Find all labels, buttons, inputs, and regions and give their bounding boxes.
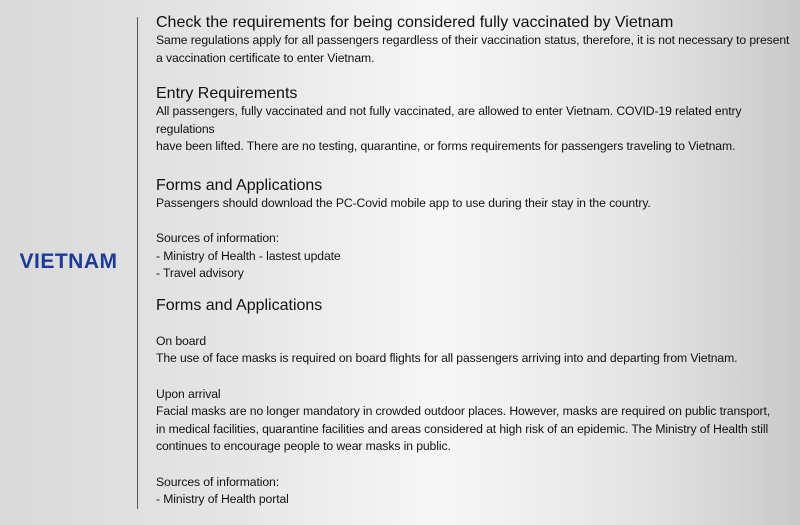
forms-heading-2: Forms and Applications xyxy=(156,296,323,314)
source-link-ministry-update[interactable]: - Ministry of Health - lastest update xyxy=(156,248,341,263)
source-link-ministry-portal[interactable]: - Ministry of Health portal xyxy=(156,492,289,506)
entry-text-line-2: have been lifted. There are no testing, quarantine, or forms requirements for passengers traveling to Vietnam. xyxy=(156,139,736,153)
entry-text-line-1: All passengers, fully vaccinated and not fully vaccinated, are allowed to enter Vietnam. COVID-19 related entry regulations xyxy=(156,104,742,136)
vertical-divider xyxy=(137,17,138,509)
source-link-travel-advisory[interactable]: - Travel advisory xyxy=(156,266,244,280)
onboard-label: On board xyxy=(156,333,207,348)
vaccinated-heading: Check the requirements for being considered fully vaccinated by Vietnam xyxy=(156,14,674,31)
requirements-content xyxy=(156,13,796,509)
country-name: VIETNAM xyxy=(19,250,118,273)
vaccinated-text-line-2: a vaccination certificate to enter Vietnam. xyxy=(156,50,375,65)
entry-requirements-heading: Entry Requirements xyxy=(156,85,298,102)
sources-label-1: Sources of information: xyxy=(156,231,280,245)
forms-heading-1: Forms and Applications xyxy=(156,176,323,194)
vaccinated-text-line-1: Same regulations apply for all passengers regardless of their vaccination status, therefore, it is not necessary to present xyxy=(156,33,790,47)
arrival-text-line-2: in medical facilities, quarantine facilities and areas considered at high risk of an epidemic. The Ministry of Health still xyxy=(156,421,769,436)
onboard-text-line-1: The use of face masks is required on board flights for all passengers arriving into and departing from Vietnam. xyxy=(156,351,738,365)
forms-text-line-1: Passengers should download the PC-Covid mobile app to use during their stay in the country. xyxy=(156,195,651,210)
sources-label-2: Sources of information: xyxy=(156,474,280,489)
arrival-label: Upon arrival xyxy=(156,386,221,401)
arrival-text-line-1: Facial masks are no longer mandatory in crowded outdoor places. However, masks are required on public transport, xyxy=(156,404,771,418)
arrival-text-line-3: continues to encourage people to wear masks in public. xyxy=(156,439,451,453)
